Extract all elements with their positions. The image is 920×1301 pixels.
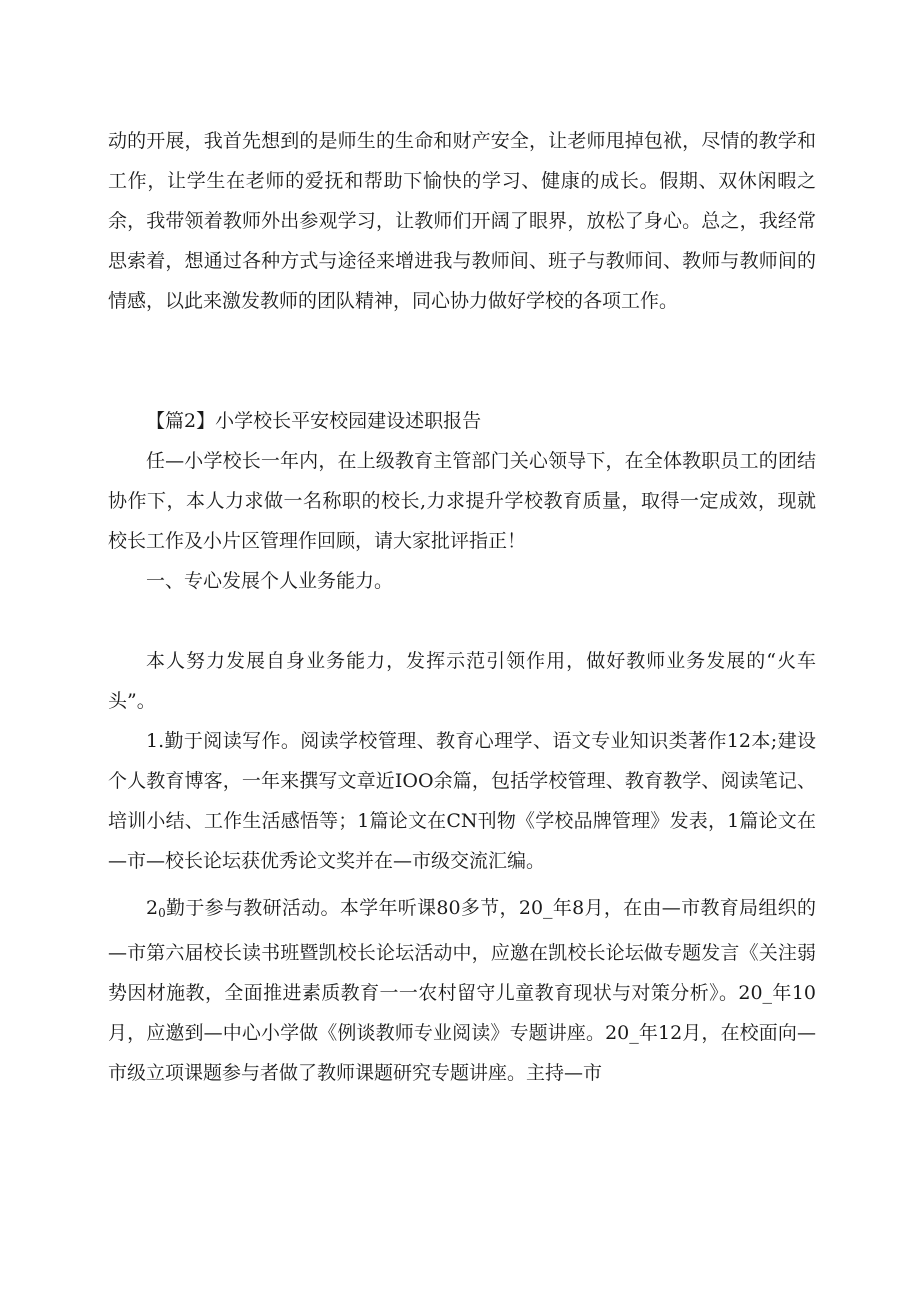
- paragraph-intro: 任—小学校长一年内，在上级教育主管部门关心领导下，在全体教职员工的团结协作下，本人力求做一名称职的校长,力求提升学校教育质量，取得一定成效，现就校长工作及小片区管理作回顾，请大家批评指正！: [108, 450, 816, 552]
- list-item-2-text: 勤于参与教研活动。本学年听课80多节，20_年8月，在由—市教育局组织的—市第六届校长读书班暨凯校长论坛活动中，应邀在凯校长论坛做专题发言《关注弱势因材施教，全面推进素质教育一一农村留守儿童教育现状与对策分析》。20_年10月，应邀到—中心小学做《例谈教师专业阅读》专题讲座。20_年12月，在校面向—市级立项课题参与者做了教师课题研究专题讲座。主持—市: [108, 897, 816, 1084]
- subheading-1: 一、专心发展个人业务能力。: [146, 570, 394, 592]
- paragraph-overview: 本人努力发展自身业务能力，发挥示范引领作用，做好教师业务发展的“火车头”。: [108, 650, 816, 712]
- list-item-2: [108, 888, 816, 1093]
- list-item-2-number: 2: [146, 897, 159, 919]
- paragraph-continuation: 动的开展，我首先想到的是师生的生命和财产安全，让老师甩掉包袱，尽情的教学和工作，让学生在老师的爱抚和帮助下愉快的学习、健康的成长。假期、双休闲暇之余，我带领着教师外出参观学习，让教师们开阔了眼界，放松了身心。总之，我经常思索着，想通过各种方式与途径来增进我与教师间、班子与教师间、教师与教师间的情感，以此来激发教师的团队精神，同心协力做好学校的各项工作。: [108, 130, 816, 312]
- list-item-1: 1.勤于阅读写作。阅读学校管理、教育心理学、语文专业知识类著作12本;建设个人教育博客，一年来撰写文章近IOO余篇，包括学校管理、教育教学、阅读笔记、培训小结、工作生活感悟等；1篇论文在CN刊物《学校品牌管理》发表，1篇论文在—市—校长论坛获优秀论文奖并在—市级交流汇编。: [108, 730, 816, 872]
- list-item-2-subscript: 0: [158, 906, 166, 920]
- section-heading: 【篇2】小学校长平安校园建设述职报告: [146, 410, 482, 432]
